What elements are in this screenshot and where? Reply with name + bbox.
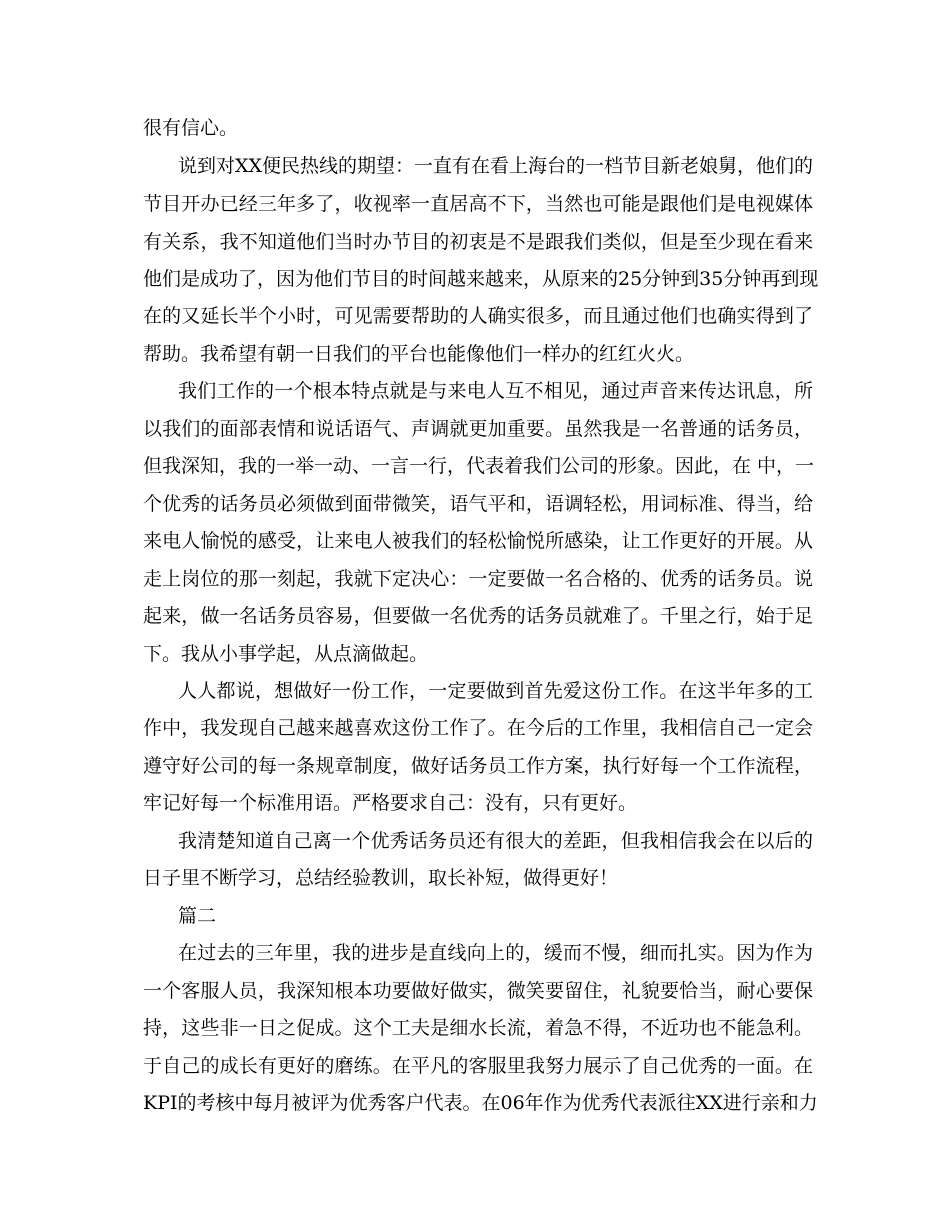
paragraph-first-line: 人人都说，想做好一份工作，一定要做到首先爱这份工作。在这半年多的工	[178, 680, 813, 702]
text-line: 帮助。我希望有朝一日我们的平台也能像他们一样办的红红火火。	[143, 343, 695, 365]
paragraph-first-line: 在过去的三年里，我的进步是直线向上的，缓而不慢，细而扎实。因为作为	[178, 942, 813, 964]
text-line: 走上岗位的那一刻起，我就下定决心：一定要做一名合格的、优秀的话务员。说	[143, 568, 813, 590]
text-line: 有关系，我不知道他们当时办节目的初衷是不是跟我们类似，但是至少现在看来	[143, 231, 813, 253]
text-line: 节目开办已经三年多了，收视率一直居高不下，当然也可能是跟他们是电视媒体	[143, 193, 813, 215]
text-line: 但我深知，我的一举一动、一言一行，代表着我们公司的形象。因此，在 中，一	[143, 455, 815, 477]
text-line: 来电人愉悦的感受，让来电人被我们的轻松愉悦所感染，让工作更好的开展。从	[143, 530, 813, 552]
text-line: 遵守好公司的每一条规章制度，做好话务员工作方案，执行好每一个工作流程，	[143, 755, 813, 777]
text-line: 很有信心。	[143, 117, 239, 139]
text-line: 牢记好每一个标准用语。严格要求自己：没有，只有更好。	[143, 792, 638, 814]
text-line: 以我们的面部表情和说话语气、声调就更加重要。虽然我是一名普通的话务员，	[143, 418, 813, 440]
paragraph-first-line: 我清楚知道自己离一个优秀话务员还有很大的差距，但我相信我会在以后的	[178, 830, 813, 852]
text-line: 于自己的成长有更好的磨练。在平凡的客服里我努力展示了自己优秀的一面。在	[143, 1055, 813, 1077]
paragraph-first-line: 说到对XX便民热线的期望：一直有在看上海台的一档节目新老娘舅，他们的	[178, 155, 814, 177]
text-line: 作中，我发现自己越来越喜欢这份工作了。在今后的工作里，我相信自己一定会	[143, 717, 813, 739]
text-line: 一个客服人员，我深知根本功要做好做实，微笑要留住，礼貌要恰当，耐心要保	[143, 980, 813, 1002]
section-heading: 篇二	[178, 905, 217, 927]
text-line: 在的又延长半个小时，可见需要帮助的人确实很多，而且通过他们也确实得到了	[143, 305, 813, 327]
text-line: KPI的考核中每月被评为优秀客户代表。在06年作为优秀代表派往XX进行亲和力	[143, 1092, 818, 1114]
text-line: 持，这些非一日之促成。这个工夫是细水长流，着急不得，不近功也不能急利。	[143, 1017, 813, 1039]
text-line: 下。我从小事学起，从点滴做起。	[143, 643, 429, 665]
paragraph-first-line: 我们工作的一个根本特点就是与来电人互不相见，通过声音来传达讯息，所	[178, 380, 813, 402]
text-line: 日子里不断学习，总结经验教训，取长补短，做得更好！	[143, 867, 619, 889]
text-line: 他们是成功了，因为他们节目的时间越来越来，从原来的25分钟到35分钟再到现	[143, 268, 819, 290]
text-line: 起来，做一名话务员容易，但要做一名优秀的话务员就难了。千里之行，始于足	[143, 605, 813, 627]
text-line: 个优秀的话务员必须做到面带微笑，语气平和，语调轻松，用词标准、得当，给	[143, 493, 813, 515]
